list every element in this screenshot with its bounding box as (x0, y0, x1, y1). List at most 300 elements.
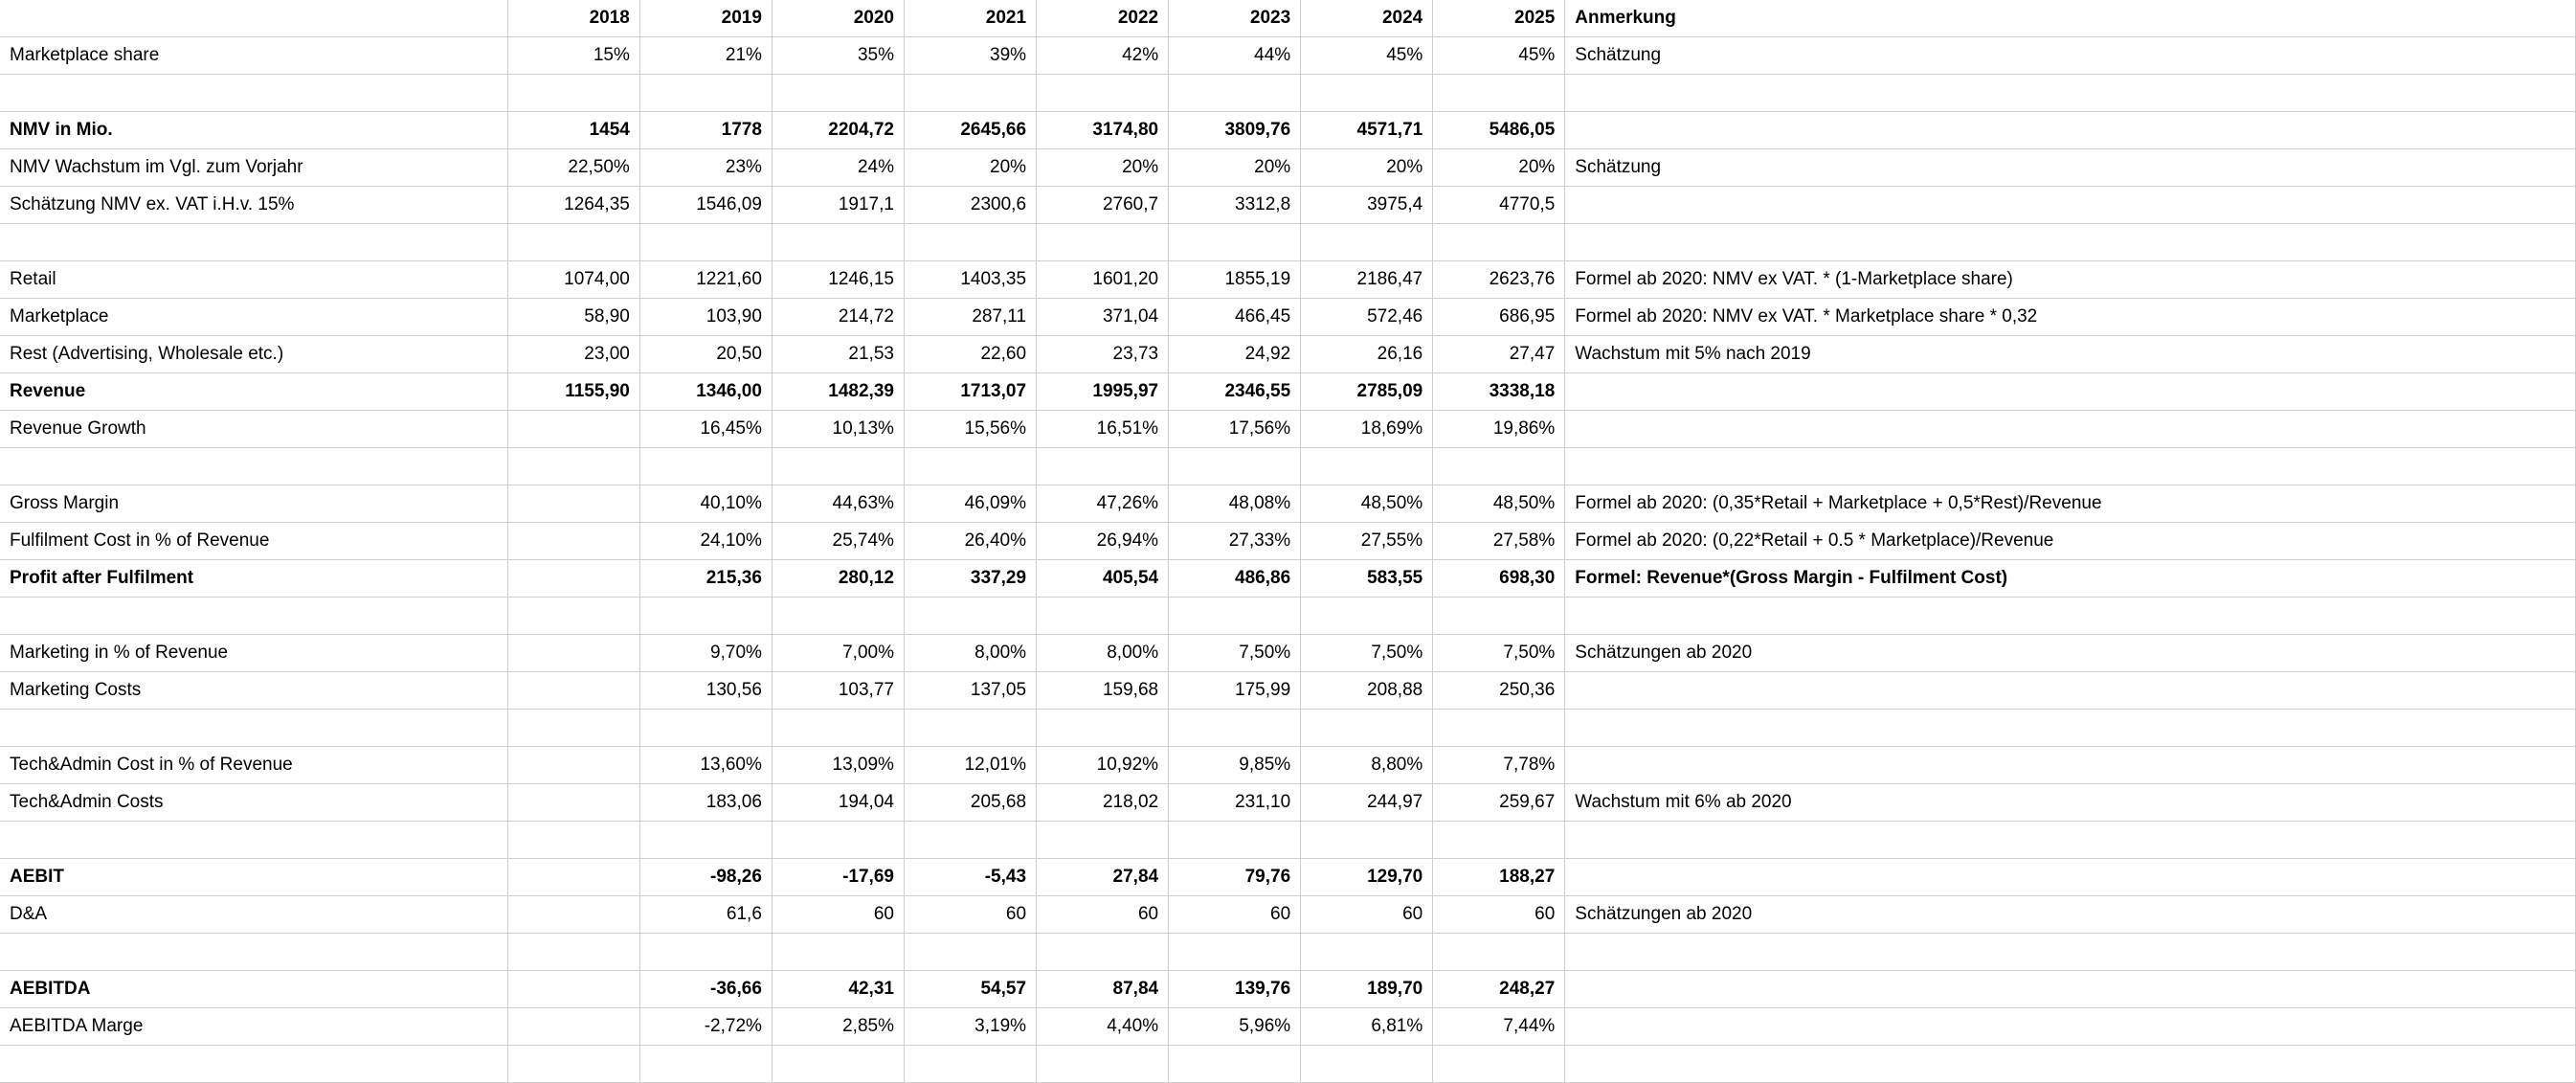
cell-value[interactable] (1433, 598, 1565, 635)
cell-value[interactable] (1301, 934, 1433, 971)
column-header-year[interactable]: 2022 (1037, 0, 1169, 37)
cell-value[interactable] (507, 710, 639, 747)
cell-value[interactable] (904, 710, 1036, 747)
table-row (0, 112, 2576, 149)
cell-value[interactable]: 9,70% (639, 635, 772, 672)
cell-value[interactable]: 48,50% (1301, 485, 1433, 523)
table-row (0, 373, 2576, 411)
cell-value[interactable]: 27,55% (1301, 523, 1433, 560)
cell-value[interactable] (1037, 224, 1169, 261)
cell-value[interactable]: 19,86% (1433, 411, 1565, 448)
cell-value[interactable] (1301, 1046, 1433, 1083)
cell-value[interactable] (904, 224, 1036, 261)
cell-value[interactable] (507, 971, 639, 1008)
row-note[interactable]: Formel ab 2020: (0,22*Retail + 0.5 * Marketplace)/Revenue (1565, 523, 2576, 560)
cell-value[interactable] (904, 598, 1036, 635)
cell-value[interactable]: 22,50% (507, 149, 639, 187)
cell-value[interactable] (1037, 75, 1169, 112)
cell-value[interactable]: 27,33% (1169, 523, 1301, 560)
row-note[interactable] (1565, 822, 2576, 859)
cell-value[interactable] (1433, 710, 1565, 747)
cell-value[interactable]: 27,58% (1433, 523, 1565, 560)
cell-value[interactable]: 26,40% (904, 523, 1036, 560)
cell-value[interactable] (507, 411, 639, 448)
cell-value[interactable]: 4,40% (1037, 1008, 1169, 1046)
cell-value[interactable]: 5,96% (1169, 1008, 1301, 1046)
cell-value[interactable] (772, 1046, 904, 1083)
row-label[interactable] (0, 598, 507, 635)
cell-value[interactable]: 44,63% (772, 485, 904, 523)
cell-value[interactable] (507, 934, 639, 971)
cell-value[interactable]: 1482,39 (772, 373, 904, 411)
cell-value[interactable]: 4571,71 (1301, 112, 1433, 149)
cell-value[interactable]: 103,77 (772, 672, 904, 710)
cell-value[interactable]: 280,12 (772, 560, 904, 598)
cell-value[interactable]: 87,84 (1037, 971, 1169, 1008)
cell-value[interactable]: 2760,7 (1037, 187, 1169, 224)
cell-value[interactable]: 194,04 (772, 784, 904, 822)
row-label[interactable]: Revenue (0, 373, 507, 411)
cell-value[interactable] (904, 934, 1036, 971)
cell-value[interactable]: 20% (1037, 149, 1169, 187)
cell-value[interactable]: 1601,20 (1037, 261, 1169, 299)
cell-value[interactable]: 9,85% (1169, 747, 1301, 784)
cell-value[interactable]: 23,00 (507, 336, 639, 373)
table-row (0, 299, 2576, 336)
cell-value[interactable]: 215,36 (639, 560, 772, 598)
cell-value[interactable]: 175,99 (1169, 672, 1301, 710)
table-row (0, 1046, 2576, 1083)
cell-value[interactable]: -36,66 (639, 971, 772, 1008)
cell-value[interactable]: 60 (1433, 896, 1565, 934)
cell-value[interactable]: 583,55 (1301, 560, 1433, 598)
cell-value[interactable] (1169, 1046, 1301, 1083)
cell-value[interactable]: 10,92% (1037, 747, 1169, 784)
row-label[interactable]: AEBITDA Marge (0, 1008, 507, 1046)
cell-value[interactable] (1433, 448, 1565, 485)
cell-value[interactable]: 20% (1169, 149, 1301, 187)
cell-value[interactable] (1037, 448, 1169, 485)
cell-value[interactable]: 6,81% (1301, 1008, 1433, 1046)
row-label[interactable]: AEBIT (0, 859, 507, 896)
row-label[interactable] (0, 0, 507, 37)
row-note[interactable] (1565, 747, 2576, 784)
row-label[interactable]: NMV Wachstum im Vgl. zum Vorjahr (0, 149, 507, 187)
row-label[interactable] (0, 224, 507, 261)
cell-value[interactable]: 3312,8 (1169, 187, 1301, 224)
cell-value[interactable]: 8,80% (1301, 747, 1433, 784)
cell-value[interactable]: 1346,00 (639, 373, 772, 411)
cell-value[interactable]: -98,26 (639, 859, 772, 896)
cell-value[interactable]: 1713,07 (904, 373, 1036, 411)
row-label[interactable]: Marketing Costs (0, 672, 507, 710)
cell-value[interactable]: 23% (639, 149, 772, 187)
row-note[interactable] (1565, 187, 2576, 224)
cell-value[interactable]: 189,70 (1301, 971, 1433, 1008)
cell-value[interactable] (1169, 448, 1301, 485)
cell-value[interactable]: 1454 (507, 112, 639, 149)
cell-value[interactable]: 21,53 (772, 336, 904, 373)
cell-value[interactable]: 60 (1037, 896, 1169, 934)
cell-value[interactable] (1433, 224, 1565, 261)
cell-value[interactable] (639, 448, 772, 485)
column-header-note[interactable]: Anmerkung (1565, 0, 2576, 37)
cell-value[interactable] (1037, 822, 1169, 859)
row-note[interactable] (1565, 710, 2576, 747)
row-note[interactable]: Formel ab 2020: NMV ex VAT. * (1-Marketplace share) (1565, 261, 2576, 299)
cell-value[interactable]: 1403,35 (904, 261, 1036, 299)
row-label[interactable] (0, 710, 507, 747)
row-label[interactable]: Schätzung NMV ex. VAT i.H.v. 15% (0, 187, 507, 224)
cell-value[interactable]: 183,06 (639, 784, 772, 822)
row-label[interactable]: D&A (0, 896, 507, 934)
cell-value[interactable] (639, 224, 772, 261)
cell-value[interactable]: 47,26% (1037, 485, 1169, 523)
row-note[interactable] (1565, 971, 2576, 1008)
cell-value[interactable]: 2,85% (772, 1008, 904, 1046)
cell-value[interactable]: 12,01% (904, 747, 1036, 784)
cell-value[interactable] (772, 224, 904, 261)
cell-value[interactable]: 48,50% (1433, 485, 1565, 523)
row-note[interactable]: Schätzung (1565, 149, 2576, 187)
cell-value[interactable] (772, 598, 904, 635)
cell-value[interactable]: 3975,4 (1301, 187, 1433, 224)
row-label[interactable]: Rest (Advertising, Wholesale etc.) (0, 336, 507, 373)
cell-value[interactable]: 1778 (639, 112, 772, 149)
cell-value[interactable] (507, 784, 639, 822)
cell-value[interactable]: 13,60% (639, 747, 772, 784)
cell-value[interactable] (507, 485, 639, 523)
cell-value[interactable] (1169, 934, 1301, 971)
row-label[interactable] (0, 822, 507, 859)
row-note[interactable]: Schätzung (1565, 37, 2576, 75)
cell-value[interactable] (1301, 822, 1433, 859)
row-note[interactable] (1565, 411, 2576, 448)
row-label[interactable] (0, 75, 507, 112)
table-row (0, 37, 2576, 75)
row-note[interactable] (1565, 598, 2576, 635)
cell-value[interactable]: 26,94% (1037, 523, 1169, 560)
cell-value[interactable] (1169, 822, 1301, 859)
row-label[interactable] (0, 448, 507, 485)
cell-value[interactable] (507, 75, 639, 112)
cell-value[interactable] (507, 747, 639, 784)
cell-value[interactable] (507, 822, 639, 859)
cell-value[interactable] (507, 896, 639, 934)
cell-value[interactable] (772, 75, 904, 112)
cell-value[interactable]: 405,54 (1037, 560, 1169, 598)
cell-value[interactable]: 21% (639, 37, 772, 75)
cell-value[interactable]: 1995,97 (1037, 373, 1169, 411)
row-label[interactable]: NMV in Mio. (0, 112, 507, 149)
cell-value[interactable]: 20% (904, 149, 1036, 187)
row-label[interactable]: AEBITDA (0, 971, 507, 1008)
cell-value[interactable]: 218,02 (1037, 784, 1169, 822)
cell-value[interactable]: 22,60 (904, 336, 1036, 373)
cell-value[interactable] (1433, 822, 1565, 859)
cell-value[interactable]: 27,47 (1433, 336, 1565, 373)
cell-value[interactable]: 248,27 (1433, 971, 1565, 1008)
cell-value[interactable] (1301, 224, 1433, 261)
column-header-year[interactable]: 2024 (1301, 0, 1433, 37)
cell-value[interactable] (904, 1046, 1036, 1083)
cell-value[interactable]: 24,10% (639, 523, 772, 560)
row-note[interactable]: Schätzungen ab 2020 (1565, 635, 2576, 672)
cell-value[interactable]: 1221,60 (639, 261, 772, 299)
row-label[interactable]: Tech&Admin Costs (0, 784, 507, 822)
cell-value[interactable]: 7,50% (1169, 635, 1301, 672)
row-note[interactable] (1565, 934, 2576, 971)
cell-value[interactable]: 572,46 (1301, 299, 1433, 336)
cell-value[interactable]: 18,69% (1301, 411, 1433, 448)
cell-value[interactable]: 7,50% (1433, 635, 1565, 672)
row-label[interactable]: Marketplace (0, 299, 507, 336)
cell-value[interactable] (1433, 1046, 1565, 1083)
cell-value[interactable]: 10,13% (772, 411, 904, 448)
cell-value[interactable]: 4770,5 (1433, 187, 1565, 224)
row-note[interactable] (1565, 859, 2576, 896)
cell-value[interactable] (1037, 598, 1169, 635)
cell-value[interactable]: 3174,80 (1037, 112, 1169, 149)
cell-value[interactable]: 244,97 (1301, 784, 1433, 822)
cell-value[interactable] (1037, 710, 1169, 747)
cell-value[interactable]: 26,16 (1301, 336, 1433, 373)
cell-value[interactable]: 7,44% (1433, 1008, 1565, 1046)
cell-value[interactable]: 35% (772, 37, 904, 75)
cell-value[interactable]: 45% (1301, 37, 1433, 75)
row-note[interactable]: Formel: Revenue*(Gross Margin - Fulfilment Cost) (1565, 560, 2576, 598)
column-header-year[interactable]: 2020 (772, 0, 904, 37)
cell-value[interactable] (1169, 598, 1301, 635)
table-row (0, 523, 2576, 560)
cell-value[interactable]: 44% (1169, 37, 1301, 75)
row-note[interactable] (1565, 1046, 2576, 1083)
cell-value[interactable] (639, 710, 772, 747)
cell-value[interactable]: 1074,00 (507, 261, 639, 299)
row-label[interactable]: Revenue Growth (0, 411, 507, 448)
cell-value[interactable] (772, 934, 904, 971)
column-header-year[interactable]: 2019 (639, 0, 772, 37)
cell-value[interactable] (639, 1046, 772, 1083)
cell-value[interactable]: 188,27 (1433, 859, 1565, 896)
cell-value[interactable]: 27,84 (1037, 859, 1169, 896)
cell-value[interactable]: 23,73 (1037, 336, 1169, 373)
cell-value[interactable] (507, 224, 639, 261)
row-label[interactable]: Gross Margin (0, 485, 507, 523)
cell-value[interactable]: 40,10% (639, 485, 772, 523)
cell-value[interactable]: 2785,09 (1301, 373, 1433, 411)
cell-value[interactable]: 1246,15 (772, 261, 904, 299)
cell-value[interactable]: 3809,76 (1169, 112, 1301, 149)
cell-value[interactable] (772, 448, 904, 485)
cell-value[interactable]: 129,70 (1301, 859, 1433, 896)
cell-value[interactable]: 17,56% (1169, 411, 1301, 448)
cell-value[interactable]: 486,86 (1169, 560, 1301, 598)
cell-value[interactable]: 214,72 (772, 299, 904, 336)
cell-value[interactable]: 15% (507, 37, 639, 75)
cell-value[interactable]: 3338,18 (1433, 373, 1565, 411)
cell-value[interactable] (507, 1046, 639, 1083)
cell-value[interactable]: 20,50 (639, 336, 772, 373)
cell-value[interactable]: 7,78% (1433, 747, 1565, 784)
cell-value[interactable] (904, 448, 1036, 485)
cell-value[interactable]: 371,04 (1037, 299, 1169, 336)
cell-value[interactable]: -2,72% (639, 1008, 772, 1046)
cell-value[interactable]: 686,95 (1433, 299, 1565, 336)
cell-value[interactable]: 2645,66 (904, 112, 1036, 149)
cell-value[interactable]: 1155,90 (507, 373, 639, 411)
cell-value[interactable]: 337,29 (904, 560, 1036, 598)
cell-value[interactable]: 60 (1301, 896, 1433, 934)
cell-value[interactable]: 79,76 (1169, 859, 1301, 896)
cell-value[interactable] (1037, 1046, 1169, 1083)
cell-value[interactable]: 42,31 (772, 971, 904, 1008)
cell-value[interactable] (904, 822, 1036, 859)
cell-value[interactable]: 5486,05 (1433, 112, 1565, 149)
cell-value[interactable]: 8,00% (1037, 635, 1169, 672)
cell-value[interactable]: 698,30 (1433, 560, 1565, 598)
cell-value[interactable] (507, 672, 639, 710)
table-row (0, 1008, 2576, 1046)
cell-value[interactable] (1301, 598, 1433, 635)
cell-value[interactable]: 20% (1301, 149, 1433, 187)
cell-value[interactable] (772, 710, 904, 747)
row-note[interactable] (1565, 373, 2576, 411)
row-note[interactable]: Wachstum mit 5% nach 2019 (1565, 336, 2576, 373)
cell-value[interactable] (904, 75, 1036, 112)
cell-value[interactable]: 20% (1433, 149, 1565, 187)
row-label[interactable]: Marketing in % of Revenue (0, 635, 507, 672)
cell-value[interactable]: 231,10 (1169, 784, 1301, 822)
cell-value[interactable]: 60 (1169, 896, 1301, 934)
cell-value[interactable]: 2300,6 (904, 187, 1036, 224)
row-note[interactable] (1565, 75, 2576, 112)
cell-value[interactable]: 46,09% (904, 485, 1036, 523)
cell-value[interactable]: 130,56 (639, 672, 772, 710)
cell-value[interactable] (639, 75, 772, 112)
cell-value[interactable] (772, 822, 904, 859)
cell-value[interactable]: 1264,35 (507, 187, 639, 224)
table-row (0, 896, 2576, 934)
row-note[interactable]: Schätzungen ab 2020 (1565, 896, 2576, 934)
cell-value[interactable]: 2204,72 (772, 112, 904, 149)
cell-value[interactable]: 25,74% (772, 523, 904, 560)
row-note[interactable] (1565, 448, 2576, 485)
cell-value[interactable]: 7,50% (1301, 635, 1433, 672)
cell-value[interactable] (1301, 75, 1433, 112)
row-label[interactable]: Fulfilment Cost in % of Revenue (0, 523, 507, 560)
cell-value[interactable] (1301, 710, 1433, 747)
cell-value[interactable]: 13,09% (772, 747, 904, 784)
cell-value[interactable] (1169, 710, 1301, 747)
row-note[interactable] (1565, 1008, 2576, 1046)
cell-value[interactable]: 8,00% (904, 635, 1036, 672)
cell-value[interactable]: 60 (904, 896, 1036, 934)
row-label[interactable]: Retail (0, 261, 507, 299)
row-note[interactable]: Wachstum mit 6% ab 2020 (1565, 784, 2576, 822)
column-header-year[interactable]: 2018 (507, 0, 639, 37)
cell-value[interactable]: 15,56% (904, 411, 1036, 448)
cell-value[interactable]: 2186,47 (1301, 261, 1433, 299)
cell-value[interactable]: 3,19% (904, 1008, 1036, 1046)
row-label[interactable]: Marketplace share (0, 37, 507, 75)
cell-value[interactable] (639, 934, 772, 971)
cell-value[interactable] (507, 635, 639, 672)
cell-value[interactable] (507, 1008, 639, 1046)
column-header-year[interactable]: 2021 (904, 0, 1036, 37)
cell-value[interactable]: 287,11 (904, 299, 1036, 336)
cell-value[interactable]: 61,6 (639, 896, 772, 934)
cell-value[interactable] (1433, 75, 1565, 112)
cell-value[interactable]: 42% (1037, 37, 1169, 75)
cell-value[interactable]: 7,00% (772, 635, 904, 672)
cell-value[interactable]: 2623,76 (1433, 261, 1565, 299)
cell-value[interactable]: 466,45 (1169, 299, 1301, 336)
cell-value[interactable]: 103,90 (639, 299, 772, 336)
row-note[interactable] (1565, 224, 2576, 261)
cell-value[interactable]: 137,05 (904, 672, 1036, 710)
cell-value[interactable] (1037, 934, 1169, 971)
cell-value[interactable] (639, 598, 772, 635)
cell-value[interactable] (507, 598, 639, 635)
cell-value[interactable]: 16,51% (1037, 411, 1169, 448)
cell-value[interactable]: 250,36 (1433, 672, 1565, 710)
cell-value[interactable]: 24,92 (1169, 336, 1301, 373)
row-label[interactable]: Profit after Fulfilment (0, 560, 507, 598)
cell-value[interactable]: 159,68 (1037, 672, 1169, 710)
cell-value[interactable]: 1917,1 (772, 187, 904, 224)
row-note[interactable] (1565, 112, 2576, 149)
row-note[interactable] (1565, 672, 2576, 710)
row-note[interactable]: Formel ab 2020: NMV ex VAT. * Marketplace share * 0,32 (1565, 299, 2576, 336)
cell-value[interactable]: 39% (904, 37, 1036, 75)
cell-value[interactable] (1301, 448, 1433, 485)
cell-value[interactable]: -5,43 (904, 859, 1036, 896)
cell-value[interactable] (507, 448, 639, 485)
cell-value[interactable]: 1546,09 (639, 187, 772, 224)
cell-value[interactable]: 259,67 (1433, 784, 1565, 822)
cell-value[interactable]: 208,88 (1301, 672, 1433, 710)
cell-value[interactable] (639, 822, 772, 859)
cell-value[interactable]: 139,76 (1169, 971, 1301, 1008)
row-label[interactable] (0, 1046, 507, 1083)
cell-value[interactable] (507, 523, 639, 560)
cell-value[interactable] (1169, 75, 1301, 112)
cell-value[interactable]: 2346,55 (1169, 373, 1301, 411)
cell-value[interactable] (1169, 224, 1301, 261)
cell-value[interactable]: 205,68 (904, 784, 1036, 822)
row-label[interactable]: Tech&Admin Cost in % of Revenue (0, 747, 507, 784)
row-note[interactable]: Formel ab 2020: (0,35*Retail + Marketplace + 0,5*Rest)/Revenue (1565, 485, 2576, 523)
cell-value[interactable]: 58,90 (507, 299, 639, 336)
cell-value[interactable]: 16,45% (639, 411, 772, 448)
cell-value[interactable]: 45% (1433, 37, 1565, 75)
cell-value[interactable]: 54,57 (904, 971, 1036, 1008)
cell-value[interactable]: -17,69 (772, 859, 904, 896)
cell-value[interactable]: 60 (772, 896, 904, 934)
cell-value[interactable]: 1855,19 (1169, 261, 1301, 299)
column-header-year[interactable]: 2025 (1433, 0, 1565, 37)
cell-value[interactable]: 24% (772, 149, 904, 187)
cell-value[interactable] (507, 859, 639, 896)
table-row (0, 859, 2576, 896)
cell-value[interactable]: 48,08% (1169, 485, 1301, 523)
column-header-year[interactable]: 2023 (1169, 0, 1301, 37)
table-row (0, 971, 2576, 1008)
cell-value[interactable] (507, 560, 639, 598)
row-label[interactable] (0, 934, 507, 971)
cell-value[interactable] (1433, 934, 1565, 971)
